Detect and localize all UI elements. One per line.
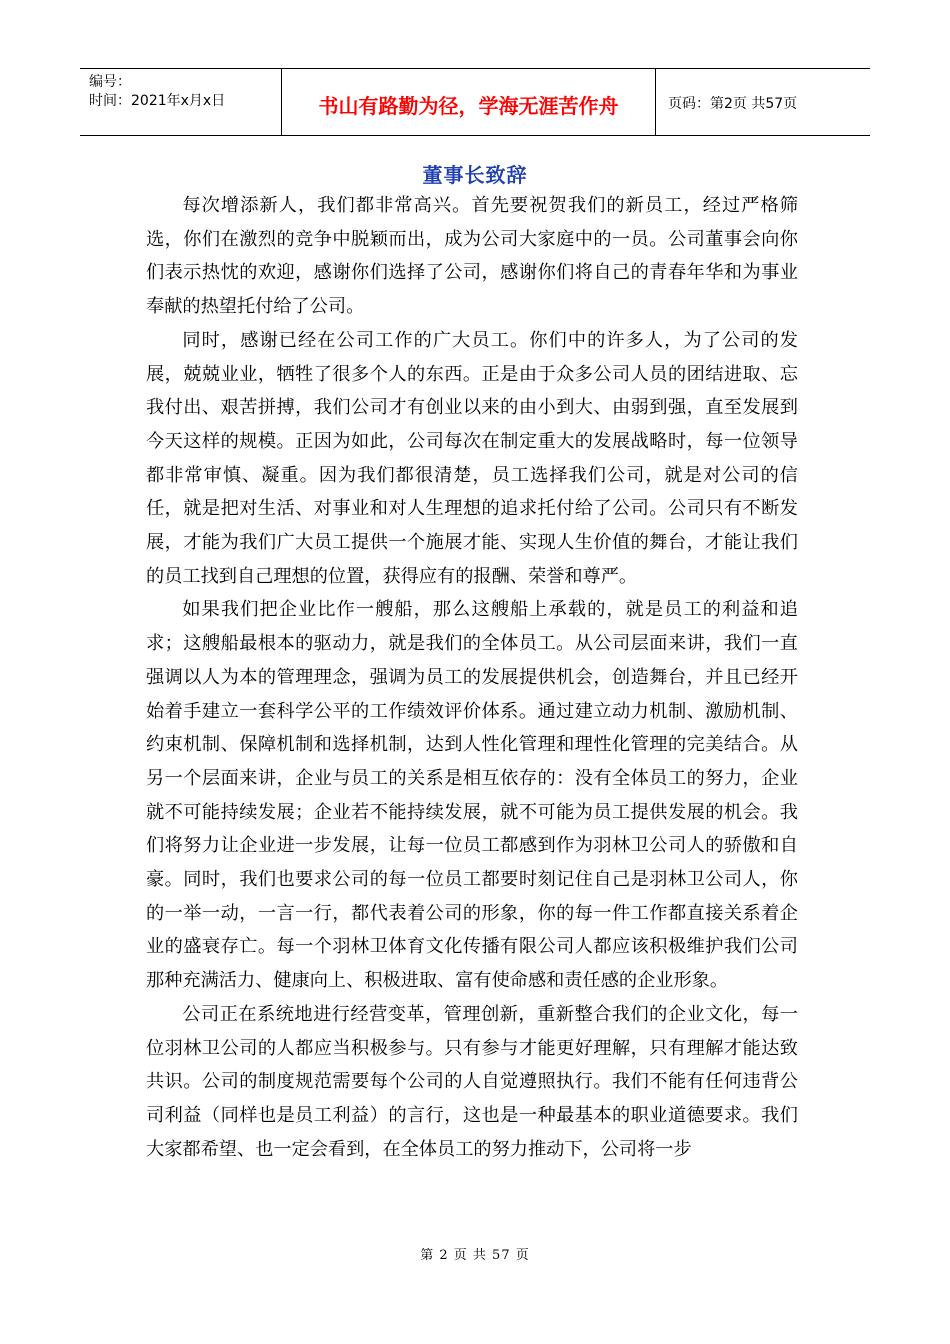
- time-label: 时间：2021年x月x日: [89, 93, 226, 109]
- document-body: [146, 189, 798, 1166]
- header-meta-cell: [80, 69, 282, 135]
- paragraph: 同时，感谢已经在公司工作的广大员工。你们中的许多人，为了公司的发展，兢兢业业，牺牲了很多个人的东西。正是由于众多公司人员的团结进取、忘我付出、艰苦拼搏，我们公司才有创业以来的由小到大、由弱到强，直至发展到今天这样的规模。正因为如此，公司每次在制定重大的发展战略时，每一位领导都非常审慎、凝重。因为我们都很清楚，员工选择我们公司，就是对公司的信任，就是把对生活、对事业和对人生理想的追求托付给了公司。公司只有不断发展，才能为我们广大员工提供一个施展才能、实现人生价值的舞台，才能让我们的员工找到自己理想的位置，获得应有的报酬、荣誉和尊严。: [146, 329, 798, 587]
- number-label: 编号：: [89, 74, 131, 90]
- header-motto-cell: [282, 69, 656, 135]
- header-page-cell: [656, 69, 870, 135]
- paragraph: 如果我们把企业比作一艘船，那么这艘船上承载的，就是员工的利益和追求；这艘船最根本的驱动力，就是我们的全体员工。从公司层面来讲，我们一直强调以人为本的管理理念，强调为员工的发展提供机会，创造舞台，并且已经开始着手建立一套科学公平的工作绩效评价体系。通过建立动力机制、激励机制、约束机制、保障机制和选择机制，达到人性化管理和理性化管理的完美结合。从另一个层面来讲，企业与员工的关系是相互依存的：没有全体员工的努力，企业就不可能持续发展；企业若不能持续发展，就不可能为员工提供发展的机会。我们将努力让企业进一步发展，让每一位员工都感到作为羽林卫公司人的骄傲和自豪。同时，我们也要求公司的每一位员工都要时刻记住自己是羽林卫公司人，你的一举一动，一言一行，都代表着公司的形象，你的每一件工作都直接关系着企业的盛衰存亡。每一个羽林卫体育文化传播有限公司人都应该积极维护我们公司那种充满活力、健康向上、积极进取、富有使命感和责任感的企业形象。: [146, 599, 798, 992]
- footer-page-indicator: 第 2 页 共 57 页: [420, 1248, 530, 1263]
- paragraph: 公司正在系统地进行经营变革，管理创新，重新整合我们的企业文化，每一位羽林卫公司的人都应当积极参与。只有参与才能更好理解，只有理解才能达致共识。公司的制度规范需要每个公司的人自觉遵照执行。我们不能有任何违背公司利益（同样也是员工利益）的言行，这也是一种最基本的职业道德要求。我们大家都希望、也一定会看到，在全体员工的努力推动下，公司将一步: [146, 1003, 798, 1160]
- page-code: 页码：第2页 共57页: [668, 96, 798, 112]
- document-title: 董事长致辞: [422, 163, 528, 187]
- header-table: [80, 68, 870, 136]
- paragraph: 每次增添新人，我们都非常高兴。首先要祝贺我们的新员工，经过严格筛选，你们在激烈的竞争中脱颖而出，成为公司大家庭中的一员。公司董事会向你们表示热忱的欢迎，感谢你们选择了公司，感谢你们将自己的青春年华和为事业奉献的热望托付给了公司。: [146, 195, 798, 318]
- motto-text: 书山有路勤为径，学海无涯苦作舟: [318, 93, 619, 118]
